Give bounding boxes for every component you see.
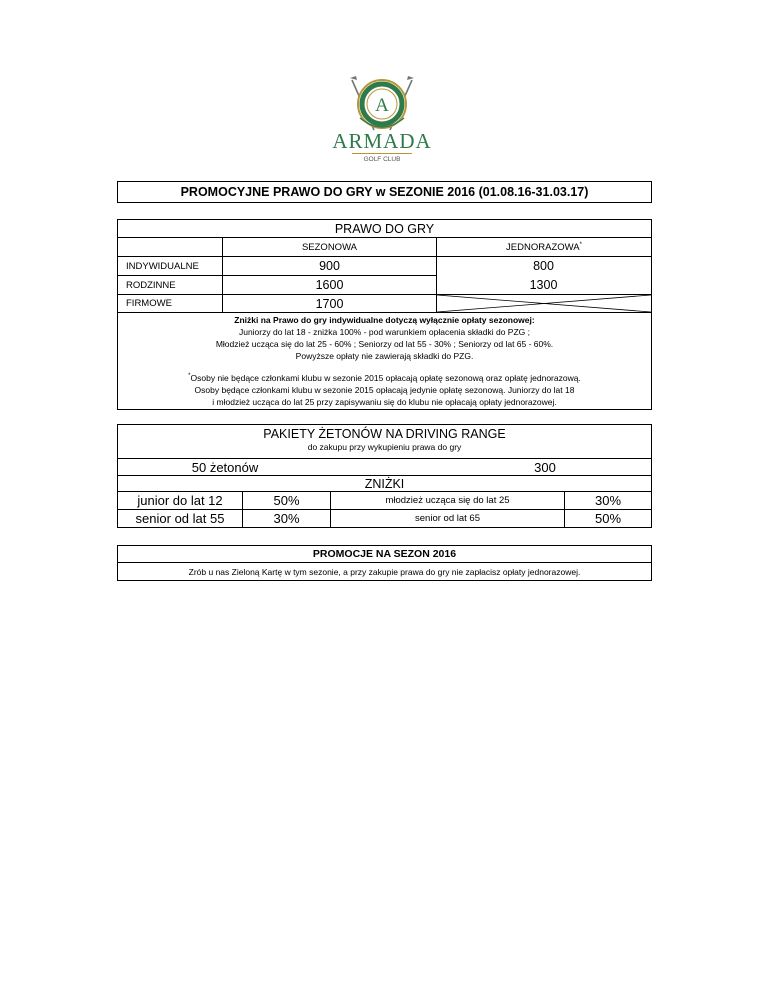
prawo-header-empty (117, 237, 223, 257)
row-label-firmowe: FIRMOWE (117, 294, 223, 313)
prawo-notes (117, 312, 652, 410)
col-header-single-label: JEDNORAZOWA (506, 241, 580, 253)
discount-junior-value: 50% (242, 491, 331, 510)
tokens-subtitle: do zakupu przy wykupieniu prawa do gry (307, 442, 462, 452)
not-applicable-cross (437, 295, 651, 312)
col-header-single (436, 237, 652, 257)
row-label-indywidualne: INDYWIDUALNE (117, 256, 223, 276)
discount-senior65-value: 50% (564, 509, 652, 528)
discount-junior-label: junior do lat 12 (117, 491, 243, 510)
discount-senior65-label: senior od lat 65 (330, 509, 565, 528)
discount-youth-value: 30% (564, 491, 652, 510)
discounts-title: ZNIŻKI (364, 476, 405, 491)
prawo-title: PRAWO DO GRY (117, 219, 652, 238)
tokens-title: PAKIETY ŻETONÓW NA DRIVING RANGE (263, 427, 506, 441)
footnote-line: i młodzież ucząca do lat 25 przy zapisywaniu się do klubu nie opłacają opłaty jednorazowej. (212, 397, 557, 407)
row-firmowe-single-na (436, 294, 652, 313)
footnote-line: Osoby będące członkami klubu w sezonie 2015 opłacają jedynie opłatę sezonową. Juniorzy do lat 18 (194, 385, 575, 395)
logo-letter: A (375, 95, 389, 116)
logo-subtitle: GOLF CLUB (363, 155, 401, 163)
row-firmowe-seasonal: 1700 (222, 294, 437, 313)
notes-heading: Zniżki na Prawo do gry indywidualne dotyczą wyłącznie opłaty sezonowej: (234, 315, 535, 325)
discount-senior55-value: 30% (242, 509, 331, 528)
discount-senior55-label: senior od lat 55 (117, 509, 243, 528)
col-header-seasonal: SEZONOWA (222, 237, 437, 257)
note-line: Powyższe opłaty nie zawierają składki do PZG. (295, 351, 474, 361)
discount-youth-label: młodzież ucząca się do lat 25 (330, 491, 565, 510)
row-label-rodzinne: RODZINNE (117, 275, 223, 295)
tokens-package-price: 300 (534, 459, 556, 475)
promo-title: PROMOCJE NA SEZON 2016 (117, 545, 652, 563)
row-rodzinne-seasonal: 1600 (222, 275, 437, 295)
row-indywidualne-single: 800 (436, 256, 652, 276)
promo-text: Zrób u nas Zieloną Kartę w tym sezonie, a przy zakupie prawa do gry nie zapłacisz opłaty jednorazowej. (117, 562, 652, 581)
tokens-package-label: 50 żetonów (191, 459, 259, 475)
note-line: Juniorzy do lat 18 - zniżka 100% - pod warunkiem opłacenia składki do PZG ; (238, 327, 531, 337)
logo-name: ARMADA (332, 128, 432, 153)
club-logo (330, 74, 434, 164)
row-rodzinne-single: 1300 (436, 275, 652, 295)
col-header-single-mark: * (579, 242, 582, 248)
row-indywidualne-seasonal: 900 (222, 256, 437, 276)
footnote-mark: * (188, 373, 191, 379)
footnote-line: Osoby nie będące członkami klubu w sezonie 2015 opłacają opłatę sezonową oraz opłatę jednorazową. (190, 373, 581, 383)
note-line: Młodzież ucząca się do lat 25 - 60% ; Seniorzy od lat 55 - 30% ; Seniorzy od lat 65 - 60%. (215, 339, 554, 349)
main-title: PROMOCYJNE PRAWO DO GRY w SEZONIE 2016 (01.08.16-31.03.17) (117, 181, 652, 203)
